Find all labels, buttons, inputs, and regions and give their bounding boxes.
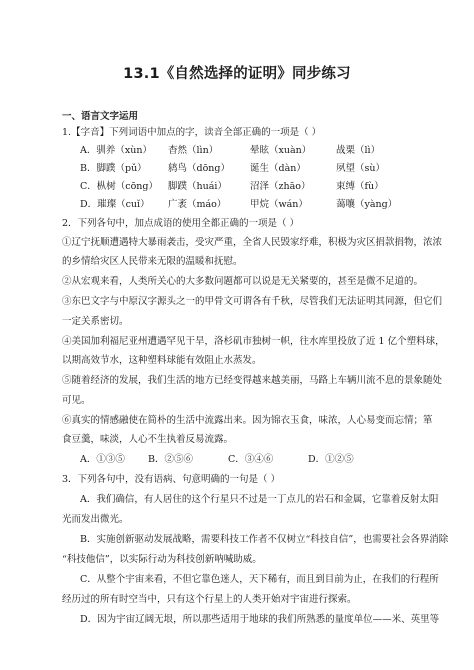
question-3-stem: 3．下列各句中，没有语病、句意明确的一句是（ ） [62,474,281,485]
question-3-text-line: B．实施创新驱动发展战略，需要科技工作者不仅树立“科技自信”，也需要社会各界消除 [80,534,449,545]
question-2-text-line: 可见。 [62,395,91,406]
option-cell: 杳然（lìn） [168,145,219,156]
question-2-text-line: ④美国加利福尼亚州遭遇罕见干旱，洛杉矶市独树一帜，往水库里投放了近 1 亿个塑料球， [62,336,445,347]
option-cell: C．枞树（cōng） [80,181,159,192]
option-cell: 沼泽（zhāo） [250,181,311,192]
option-cell: 夙望（sù） [336,163,385,174]
question-3-text-line: C．从整个宇宙来看，不但它靠色迷人，天下稀有，而且到目前为止，在我们的行程所 [80,574,439,585]
question-1-stem: 1.【字音】下列词语中加点的字，读音全部正确的一项是（ ） [62,127,322,138]
option-cell: 束缚（fù） [336,181,384,192]
option-d: D．①②⑤ [308,454,354,465]
option-cell: 蔼嚷（yàng） [336,199,398,210]
option-cell: 鸫鸟（dōng） [168,163,231,174]
question-2-text-line: ⑥真实的情感融使在简朴的生活中流露出来。因为锦衣玉食，味浓，人心易变而忘情；箪 [62,415,433,426]
option-cell: 脚蹼（huái） [168,181,227,192]
option-cell: 晕眩（xuàn） [250,145,312,156]
question-2-text-line: 食豆羹，味淡，人心不生执着反易流露。 [62,434,234,445]
question-3-text-line: D．因为宇宙辽阔无垠，所以那些适用于地球的我们所熟悉的量度单位——米、英里等 [80,614,440,625]
option-cell: B．脚蹼（pǔ） [80,163,147,174]
question-3-text-line: 光而发出微光。 [62,514,129,525]
option-a: A．①③⑤ [80,454,125,465]
question-3-text-line: “科技他信”，以实际行动为科技创新呐喊助威。 [62,554,262,565]
question-2-text-line: ②从宏观来看，人类所关心的大多数问题都可以说是无关紧要的，甚至是微不足道的。 [62,276,424,287]
option-cell: A．驯养（xùn） [80,145,152,156]
question-2-text-line: ③东巴文字与中原汉字源头之一的甲骨文可谓各有千秋，尽管我们无法证明其同源，但它们 [62,296,443,307]
option-cell: 战栗（lì） [336,145,381,156]
question-2-text-line: ⑤随着经济的发展，我们生活的地方已经变得越来越美丽，马路上车辆川流不息的景象随处 [62,375,443,386]
question-2-text-line: ①辽宁抚顺遭遇特大暴雨袭击，受灾严重，全省人民毁家纾难，积极为灾区捐款捐物，浓浓 [62,237,443,248]
question-2-text-line: 以期高效节水，这种塑料球能有效阻止水蒸发。 [62,355,262,366]
option-cell: 诞生（dàn） [250,163,306,174]
section-heading: 一、语言文字运用 [62,111,139,122]
question-2-text-line: 一定关系密切。 [62,316,129,327]
option-cell: D．璀璨（cuǐ） [80,199,150,210]
option-cell: 甲烷（wán） [250,199,308,210]
page-title: 13.1《自然选择的证明》同步练习 [123,66,351,82]
option-cell: 广袤（máo） [168,199,227,210]
question-2-stem: 2．下列各句中，加点成语的使用全都正确的一项是（ ） [62,218,300,229]
question-3-text-line: 经历过的所有时空当中，只有这个行星上的人类开始对宇宙进行探索。 [62,594,357,605]
question-3-text-line: A．我们确信，有人居住的这个行星只不过是一丁点儿的岩石和金属，它靠着反射太阳 [80,494,439,505]
option-b: B．②⑤⑥ [148,454,193,465]
question-2-text-line: 的乡情给灾区人民带来无限的温暖和抚慰。 [62,256,243,267]
option-c: C．③④⑥ [228,454,274,465]
